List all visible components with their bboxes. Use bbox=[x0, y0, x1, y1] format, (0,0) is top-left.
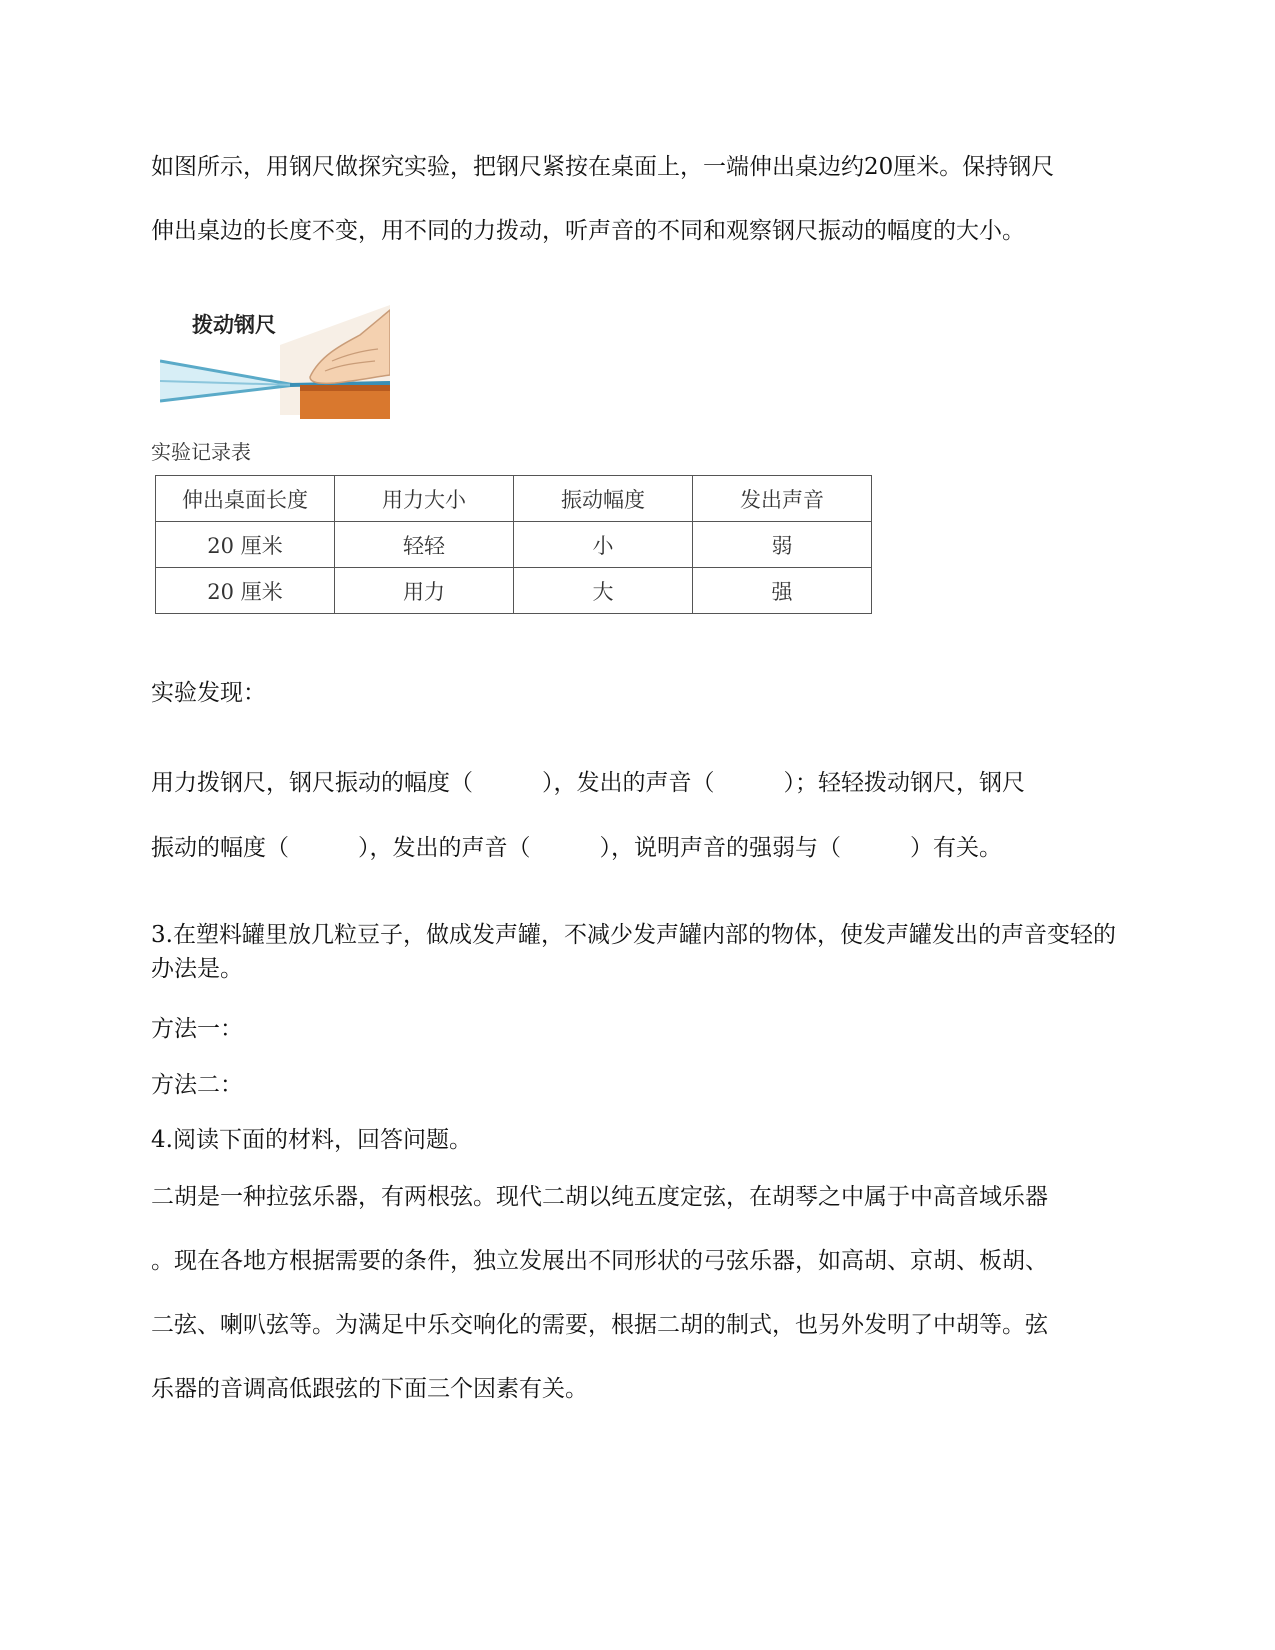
table-cell: 轻轻 bbox=[335, 522, 514, 568]
table-cell: 用力 bbox=[335, 568, 514, 614]
method-1-label: 方法一： bbox=[151, 1016, 243, 1042]
findings-title: 实验发现： bbox=[151, 680, 266, 706]
table-cell: 弱 bbox=[693, 522, 872, 568]
figure-label: 拨动钢尺 bbox=[192, 313, 276, 337]
table-cell: 20 厘米 bbox=[156, 522, 335, 568]
question-4-title: 4.阅读下面的材料，回答问题。 bbox=[151, 1127, 472, 1153]
table-row bbox=[156, 522, 872, 568]
intro-line-2: 伸出桌边的长度不变，用不同的力拨动，听声音的不同和观察钢尺振动的幅度的大小。 bbox=[151, 218, 1025, 244]
question-3-text: 3.在塑料罐里放几粒豆子，做成发声罐，不减少发声罐内部的物体，使发声罐发出的声音变轻的办法是。 bbox=[151, 922, 1116, 982]
passage-line-3: 二弦、喇叭弦等。为满足中乐交响化的需要，根据二胡的制式，也另外发明了中胡等。弦 bbox=[151, 1312, 1048, 1338]
passage-line-2: 。现在各地方根据需要的条件，独立发展出不同形状的弓弦乐器，如高胡、京胡、板胡、 bbox=[151, 1248, 1048, 1274]
table-header-cell: 伸出桌面长度 bbox=[156, 476, 335, 522]
table-cell: 大 bbox=[514, 568, 693, 614]
table-caption: 实验记录表 bbox=[151, 440, 251, 464]
passage-line-1: 二胡是一种拉弦乐器，有两根弦。现代二胡以纯五度定弦，在胡琴之中属于中高音域乐器 bbox=[151, 1184, 1048, 1210]
ruler-figure bbox=[160, 305, 390, 423]
experiment-record-table bbox=[155, 475, 872, 614]
table-header-cell: 发出声音 bbox=[693, 476, 872, 522]
table-header-cell: 振动幅度 bbox=[514, 476, 693, 522]
table-row bbox=[156, 568, 872, 614]
table-cell: 小 bbox=[514, 522, 693, 568]
findings-line-2: 振动的幅度（ ），发出的声音（ ），说明声音的强弱与（ ）有关。 bbox=[151, 835, 1002, 861]
findings-line-1: 用力拨钢尺，钢尺振动的幅度（ ），发出的声音（ ）；轻轻拨动钢尺，钢尺 bbox=[151, 770, 1025, 796]
method-2-label: 方法二： bbox=[151, 1072, 243, 1098]
table-cell: 强 bbox=[693, 568, 872, 614]
passage-line-4: 乐器的音调高低跟弦的下面三个因素有关。 bbox=[151, 1376, 588, 1402]
table-cell: 20 厘米 bbox=[156, 568, 335, 614]
intro-line-1: 如图所示，用钢尺做探究实验，把钢尺紧按在桌面上，一端伸出桌边约20厘米。保持钢尺 bbox=[151, 154, 1055, 180]
table-header-cell: 用力大小 bbox=[335, 476, 514, 522]
table-header-row bbox=[156, 476, 872, 522]
